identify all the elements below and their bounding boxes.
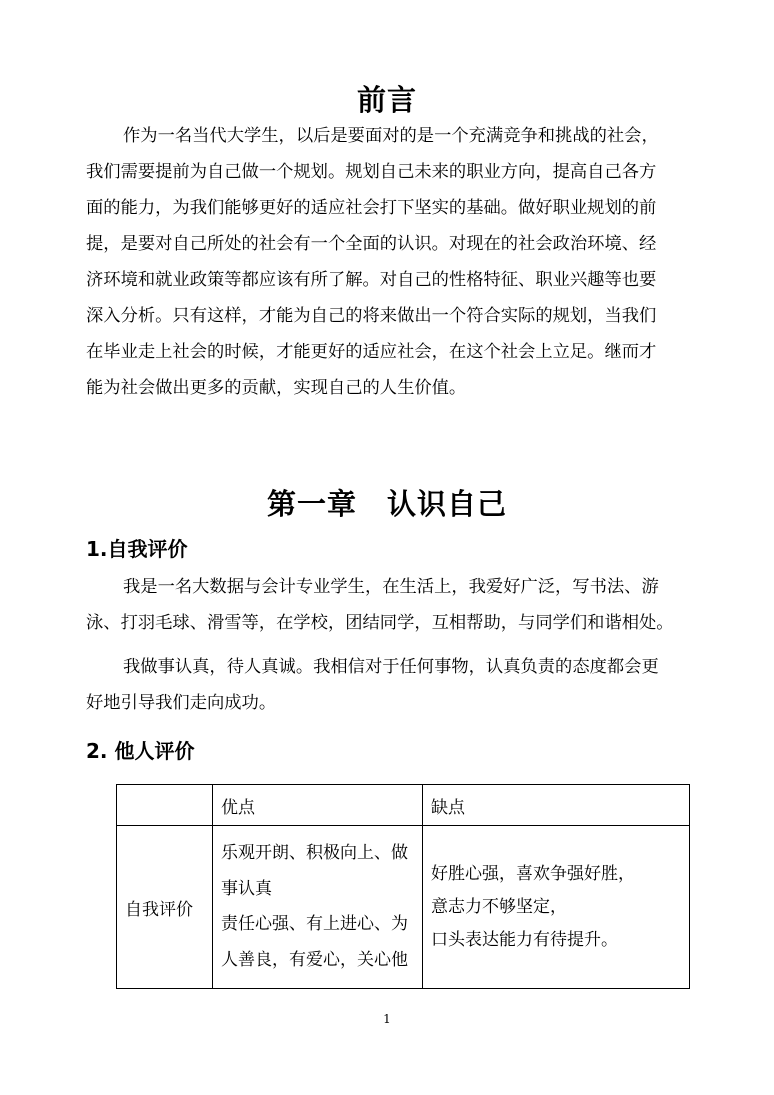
section-heading-self-evaluation: 1.自我评价: [86, 537, 188, 561]
section-heading-others-evaluation: 2. 他人评价: [86, 739, 195, 763]
paragraph-line: 泳、打羽毛球、滑雪等，在学校，团结同学，互相帮助，与同学们和谐相处。: [86, 613, 674, 633]
weakness-line: 好胜心强，喜欢争强好胜，: [431, 863, 635, 884]
strength-line: 人善良，有爱心，关心他: [221, 949, 408, 970]
page-number: 1: [383, 1012, 391, 1026]
preface-line: 济环境和就业政策等都应该有所了解。对自己的性格特征、职业兴趣等也要: [86, 270, 657, 290]
preface-line: 作为一名当代大学生，以后是要面对的是一个充满竞争和挑战的社会，: [123, 126, 659, 146]
table-header-row: [117, 785, 690, 826]
preface-line: 我们需要提前为自己做一个规划。规划自己未来的职业方向，提高自己各方: [86, 162, 657, 182]
row-label-cell: 自我评价: [117, 826, 213, 989]
strength-line: 乐观开朗、积极向上、做: [221, 843, 408, 863]
paragraph-line: 我是一名大数据与会计专业学生，在生活上，我爱好广泛，写书法、游: [123, 577, 659, 597]
preface-title: 前言: [356, 83, 417, 117]
weaknesses-cell: [423, 826, 690, 989]
preface-line: 提，是要对自己所处的社会有一个全面的认识。对现在的社会政治环境、经: [86, 234, 657, 254]
strength-line: 责任心强、有上进心、为: [221, 914, 408, 934]
preface-line: 面的能力，为我们能够更好的适应社会打下坚实的基础。做好职业规划的前: [86, 198, 657, 218]
weakness-line: 口头表达能力有待提升。: [431, 929, 618, 950]
weakness-line: 意志力不够坚定，: [431, 896, 567, 917]
strengths-cell: [213, 826, 423, 989]
self-evaluation-paragraph-2: [86, 649, 690, 721]
paragraph-line: 我做事认真，待人真诚。我相信对于任何事物，认真负责的态度都会更: [123, 657, 659, 677]
preface-line: 深入分析。只有这样，才能为自己的将来做出一个符合实际的规划，当我们: [86, 306, 657, 326]
paragraph-line: 好地引导我们走向成功。: [86, 693, 277, 713]
strength-line: 事认真: [221, 878, 272, 899]
self-evaluation-paragraph-1: [86, 569, 690, 641]
table-header-cell: 优点: [213, 785, 423, 826]
preface-line: 能为社会做出更多的贡献，实现自己的人生价值。: [86, 378, 467, 398]
preface-line: 在毕业走上社会的时候，才能更好的适应社会，在这个社会上立足。继而才: [86, 342, 657, 362]
chapter-title: 第一章 认识自己: [266, 487, 507, 521]
evaluation-table: [116, 784, 690, 989]
table-row: [117, 826, 690, 989]
table-header-cell: [117, 785, 213, 826]
table-header-cell: 缺点: [423, 785, 690, 826]
preface-paragraph: [86, 118, 690, 406]
